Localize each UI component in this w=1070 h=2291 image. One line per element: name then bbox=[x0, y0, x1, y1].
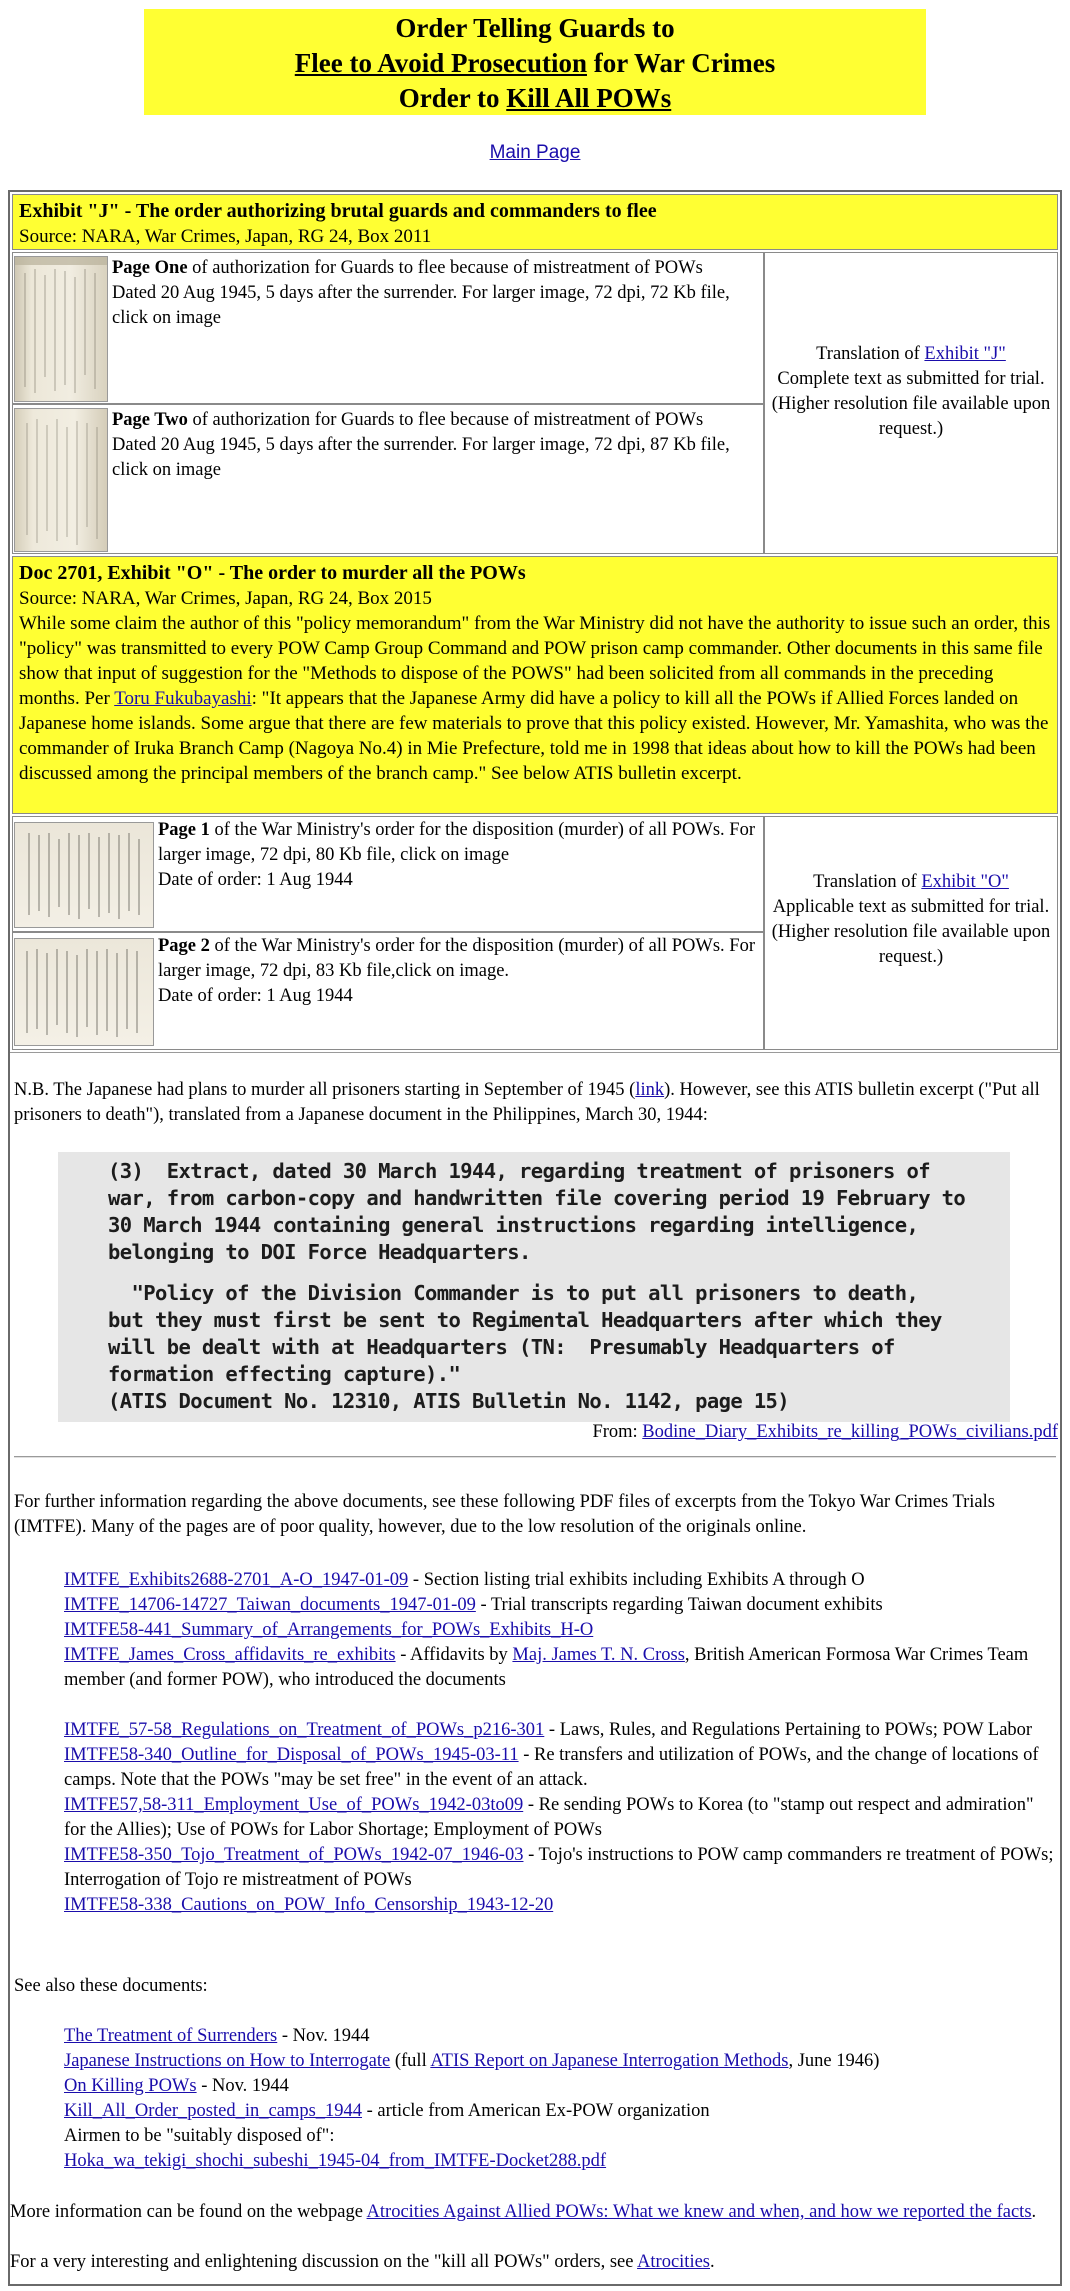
exhibit-o-translation-pre: Translation of bbox=[813, 872, 922, 892]
exhibit-o-paragraph bbox=[19, 611, 1051, 786]
nb-text-b: ). However, see this ATIS bulletin excerpt ("Put all prisoners to death"), translated from a Japanese document in the Philippines, March 30, 1944: bbox=[14, 1080, 1040, 1125]
list-item bbox=[64, 2149, 1056, 2174]
document-scan-icon bbox=[15, 409, 108, 552]
surrenders-text: - Nov. 1944 bbox=[277, 2026, 370, 2046]
exhibit-o-resolution-note: (Higher resolution file available upon request.) bbox=[771, 922, 1051, 967]
exhibit-o-paragraph-b: : "It appears that the Japanese Army did have a policy to kill all the POWs if Allied Forces landed on Japanese home islands. Some argue that there are few materials to prove that this policy existed. However, Mr. Yamashita, who was the commander of Iruka Branch Camp (Nagoya No.4) in Mie Prefecture, told me in 1998 that ideas about how to kill the POWs had been discussed among the principal members of the branch camp." See below ATIS bulletin excerpt. bbox=[19, 688, 1049, 784]
imtfe-cautions-link[interactable]: IMTFE58-338_Cautions_on_POW_Info_Censorship_1943-12-20 bbox=[64, 1895, 554, 1915]
atis-line bbox=[108, 1266, 1010, 1280]
exhibit-o-page1-label: Page 1 bbox=[158, 820, 210, 840]
see-also-list bbox=[64, 2024, 1056, 2174]
exhibit-o-page1-text: of the War Ministry's order for the disposition (murder) of all POWs. For larger image, 72 dpi, 80 Kb file, click on image bbox=[158, 820, 755, 865]
imtfe-cross-affidavits-link[interactable]: IMTFE_James_Cross_affidavits_re_exhibits bbox=[64, 1645, 396, 1665]
bodine-diary-link[interactable]: Bodine_Diary_Exhibits_re_killing_POWs_civilians.pdf bbox=[642, 1422, 1058, 1442]
list-item bbox=[64, 2074, 1056, 2099]
interrogation-instructions-link[interactable]: Japanese Instructions on How to Interrogate bbox=[64, 2051, 391, 2071]
interrogate-pre: (full bbox=[390, 2051, 431, 2071]
list-item: Airmen to be "suitably disposed of": bbox=[64, 2126, 335, 2146]
exhibit-o-header bbox=[12, 556, 1058, 814]
exhibit-o-page2-label: Page 2 bbox=[158, 936, 210, 956]
exhibit-j-heading: Exhibit "J" - The order authorizing brutal guards and commanders to flee bbox=[19, 200, 657, 222]
exhibit-j-page2-text: of authorization for Guards to flee because of mistreatment of POWs bbox=[187, 410, 704, 430]
atis-line: will be dealt with at Headquarters (TN: Presumably Headquarters of bbox=[108, 1335, 895, 1359]
exhibit-j-translation bbox=[770, 342, 1052, 442]
exhibit-o-page2-text: of the War Ministry's order for the disposition (murder) of all POWs. For larger image, 72 dpi, 83 Kb file,click on image. bbox=[158, 936, 755, 981]
toru-fukubayashi-link[interactable]: Toru Fukubayashi bbox=[114, 688, 252, 709]
atis-line: "Policy of the Division Commander is to put all prisoners to death, bbox=[108, 1281, 919, 1305]
hoka-wa-link[interactable]: Hoka_wa_tekigi_shochi_subeshi_1945-04_from_IMTFE-Docket288.pdf bbox=[64, 2151, 607, 2171]
interrogate-post: , June 1946) bbox=[788, 2051, 880, 2071]
atis-bulletin-excerpt bbox=[58, 1152, 1010, 1422]
discussion-pre: For a very interesting and enlightening discussion on the "kill all POWs" orders, see bbox=[10, 2252, 638, 2272]
atis-interrogation-report-link[interactable]: ATIS Report on Japanese Interrogation Methods bbox=[430, 2051, 789, 2071]
more-info-pre: More information can be found on the webpage bbox=[10, 2202, 367, 2222]
imtfe-exhibits-link[interactable]: IMTFE_Exhibits2688-2701_A-O_1947-01-09 bbox=[64, 1570, 409, 1590]
document-scan-icon bbox=[15, 257, 108, 402]
list-item bbox=[64, 1593, 1056, 1618]
discussion-post: . bbox=[710, 2252, 715, 2272]
exhibit-j-page1-text: of authorization for Guards to flee because of mistreatment of POWs bbox=[187, 258, 703, 278]
exhibit-o-translation-note: Applicable text as submitted for trial. bbox=[772, 897, 1050, 917]
exhibit-j-page2-thumbnail[interactable] bbox=[14, 408, 108, 552]
exhibit-j-link[interactable]: Exhibit "J" bbox=[924, 344, 1006, 364]
atis-line: 30 March 1944 containing general instructions regarding intelligence, bbox=[108, 1213, 919, 1237]
atis-line: (3) Extract, dated 30 March 1944, regarding treatment of prisoners of bbox=[108, 1159, 930, 1183]
title-kill-link[interactable]: Kill All POWs bbox=[506, 83, 672, 113]
list-item bbox=[64, 2024, 1056, 2049]
list-item bbox=[64, 1743, 1056, 1793]
exhibit-j-page1-label: Page One bbox=[112, 258, 188, 278]
imtfe-regulations-text: - Laws, Rules, and Regulations Pertaining to POWs; POW Labor bbox=[544, 1720, 1033, 1740]
imtfe-employment-link[interactable]: IMTFE57,58-311_Employment_Use_of_POWs_1942-03to09 bbox=[64, 1795, 524, 1815]
atis-line: war, from carbon-copy and handwritten file covering period 19 February to bbox=[108, 1186, 966, 1210]
cross-text-a: - Affidavits by bbox=[395, 1645, 513, 1665]
list-item bbox=[64, 1843, 1056, 1893]
list-item bbox=[64, 2049, 1056, 2074]
title-line-3-pre: Order to bbox=[398, 83, 507, 113]
main-page-link[interactable]: Main Page bbox=[489, 142, 581, 163]
imtfe-list-2 bbox=[64, 1718, 1056, 1918]
nb-text-a: N.B. The Japanese had plans to murder all prisoners starting in September of 1945 ( bbox=[14, 1080, 636, 1100]
atis-line: belonging to DOI Force Headquarters. bbox=[108, 1240, 531, 1264]
exhibit-o-paragraph-a: While some claim the author of this "policy memorandum" from the War Ministry did not have the authority to issue such an order, this "policy" was transmitted to every POW Camp Group Command and POW prison camp commander. Other documents in this same file show that input of suggestion for the "Methods to dispose of the POWS" had been solicited from all commands in the preceding months. Per bbox=[19, 613, 1051, 709]
atis-line: but they must first be sent to Regimental Headquarters after which they bbox=[108, 1308, 942, 1332]
more-info-post: . bbox=[1031, 2202, 1037, 2222]
document-scan-icon bbox=[15, 823, 154, 928]
atrocities-link[interactable]: Atrocities bbox=[637, 2252, 710, 2272]
main-page-nav bbox=[0, 140, 1070, 165]
page-title bbox=[144, 9, 926, 115]
imtfe-taiwan-text: - Trial transcripts regarding Taiwan document exhibits bbox=[475, 1595, 883, 1615]
horizontal-rule bbox=[14, 1456, 1056, 1458]
further-info-intro: For further information regarding the above documents, see these following PDF files of excerpts from the Tokyo War Crimes Trials (IMTFE). Many of the pages are of poor quality, however, due to the low resolution of the originals online. bbox=[14, 1492, 995, 1537]
exhibit-j-source: Source: NARA, War Crimes, Japan, RG 24, Box 2011 bbox=[19, 226, 432, 247]
treatment-of-surrenders-link[interactable]: The Treatment of Surrenders bbox=[64, 2026, 278, 2046]
list-item bbox=[64, 1718, 1056, 1743]
title-line-2-rest: for War Crimes bbox=[586, 48, 776, 78]
exhibit-j-header bbox=[12, 194, 1058, 250]
list-item bbox=[64, 1568, 1056, 1593]
nb-paragraph bbox=[14, 1078, 1054, 1128]
title-line-2 bbox=[144, 46, 926, 81]
killing-text: - Nov. 1944 bbox=[196, 2076, 289, 2096]
exhibit-o-page2-description bbox=[158, 934, 758, 1009]
imtfe-exhibits-text: - Section listing trial exhibits including Exhibits A through O bbox=[408, 1570, 865, 1590]
atis-source bbox=[14, 1420, 1058, 1445]
exhibit-o-translation bbox=[770, 870, 1052, 970]
imtfe-employment-text: - Re sending POWs to Korea (to "stamp out respect and admiration" for the Allies); Use of POWs for Labor Shortage; Employment of POWs bbox=[64, 1795, 1034, 1840]
discussion-paragraph bbox=[10, 2250, 1058, 2275]
exhibit-o-link[interactable]: Exhibit "O" bbox=[921, 872, 1009, 892]
imtfe-list-1 bbox=[64, 1568, 1056, 1693]
exhibit-j-translation-note: Complete text as submitted for trial. bbox=[777, 369, 1045, 389]
cross-text-b: , British American Formosa War Crimes Team member (and former POW), who introduced the documents bbox=[64, 1645, 1029, 1690]
atis-line: formation effecting capture)." bbox=[108, 1362, 461, 1386]
imtfe-tojo-link[interactable]: IMTFE58-350_Tojo_Treatment_of_POWs_1942-07_1946-03 bbox=[64, 1845, 524, 1865]
atis-line: (ATIS Document No. 12310, ATIS Bulletin No. 1142, page 15) bbox=[108, 1389, 790, 1413]
exhibit-o-heading: Doc 2701, Exhibit "O" - The order to murder all the POWs bbox=[19, 562, 526, 584]
exhibit-o-page1-date: Date of order: 1 Aug 1944 bbox=[158, 870, 353, 890]
on-killing-pows-link[interactable]: On Killing POWs bbox=[64, 2076, 197, 2096]
exhibit-j-translation-pre: Translation of bbox=[816, 344, 925, 364]
exhibit-j-page2-detail: Dated 20 Aug 1945, 5 days after the surrender. For larger image, 72 dpi, 87 Kb file, click on image bbox=[112, 435, 730, 480]
exhibit-j-page1-thumbnail[interactable] bbox=[14, 256, 108, 402]
imtfe-disposal-link[interactable]: IMTFE58-340_Outline_for_Disposal_of_POWs_1945-03-11 bbox=[64, 1745, 519, 1765]
list-item bbox=[64, 1618, 1056, 1643]
exhibit-o-page1-description bbox=[158, 818, 758, 893]
kill-all-text: - article from American Ex-POW organization bbox=[362, 2101, 710, 2121]
list-item bbox=[64, 1643, 1056, 1693]
imtfe-summary-link[interactable]: IMTFE58-441_Summary_of_Arrangements_for_POWs_Exhibits_H-O bbox=[64, 1620, 594, 1640]
kill-all-order-link[interactable]: Kill_All_Order_posted_in_camps_1944 bbox=[64, 2101, 363, 2121]
section-divider bbox=[10, 1052, 1060, 1053]
title-line-3 bbox=[144, 81, 926, 116]
see-also-intro: See also these documents: bbox=[14, 1976, 208, 1996]
exhibit-j-page2-label: Page Two bbox=[112, 410, 188, 430]
exhibit-o-page2-date: Date of order: 1 Aug 1944 bbox=[158, 986, 353, 1006]
james-cross-link[interactable]: Maj. James T. N. Cross bbox=[512, 1645, 685, 1665]
exhibit-o-page2-thumbnail[interactable] bbox=[14, 938, 154, 1046]
imtfe-disposal-text: - Re transfers and utilization of POWs, and the change of locations of camps. Note that the POWs "may be set free" in the event of an attack. bbox=[64, 1745, 1039, 1790]
imtfe-regulations-link[interactable]: IMTFE_57-58_Regulations_on_Treatment_of_POWs_p216-301 bbox=[64, 1720, 545, 1740]
list-item bbox=[64, 1793, 1056, 1843]
list-item bbox=[64, 2099, 1056, 2124]
exhibit-j-page1-detail: Dated 20 Aug 1945, 5 days after the surrender. For larger image, 72 dpi, 72 Kb file, click on image bbox=[112, 283, 730, 328]
exhibit-o-source: Source: NARA, War Crimes, Japan, RG 24, Box 2015 bbox=[19, 588, 432, 609]
list-item bbox=[64, 1893, 1056, 1918]
exhibit-j-resolution-note: (Higher resolution file available upon request.) bbox=[771, 394, 1051, 439]
exhibit-o-page1-thumbnail[interactable] bbox=[14, 822, 154, 928]
title-line-1: Order Telling Guards to bbox=[395, 13, 675, 43]
nb-link[interactable]: link bbox=[635, 1080, 665, 1100]
title-flee-link[interactable]: Flee to Avoid Prosecution bbox=[294, 48, 587, 78]
atis-source-label: From: bbox=[592, 1422, 643, 1442]
document-scan-icon bbox=[15, 939, 154, 1046]
imtfe-taiwan-link[interactable]: IMTFE_14706-14727_Taiwan_documents_1947-01-09 bbox=[64, 1595, 476, 1615]
more-info-paragraph bbox=[10, 2200, 1058, 2225]
exhibit-j-page1-description bbox=[112, 256, 758, 331]
atrocities-against-pows-link[interactable]: Atrocities Against Allied POWs: What we knew and when, and how we reported the facts bbox=[366, 2202, 1032, 2222]
imtfe-tojo-text: - Tojo's instructions to POW camp commanders re treatment of POWs; Interrogation of Tojo re mistreatment of POWs bbox=[64, 1845, 1054, 1890]
exhibit-j-page2-description bbox=[112, 408, 758, 483]
